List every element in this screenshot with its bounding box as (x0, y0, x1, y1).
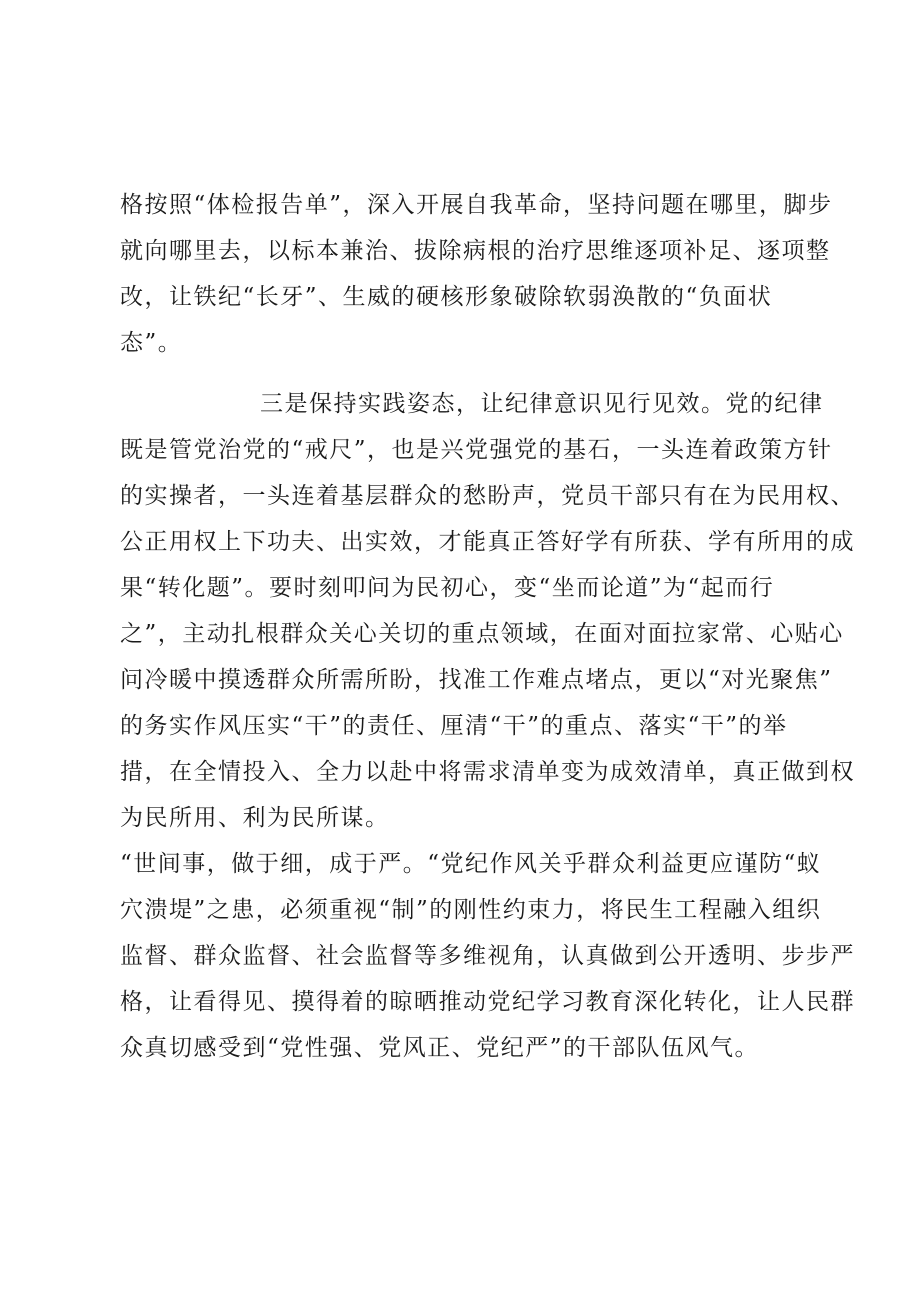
text-line: “世间事，做于细，成于严。“党纪作风关乎群众利益更应谨防“蚁 (120, 851, 822, 877)
text-line: 穴溃堤”之患，必须重视“制”的刚性约束力，将民生工程融入组织 (120, 897, 822, 923)
text-line: 问冷暖中摸透群众所需所盼，找准工作难点堵点，更以“对光聚焦” (120, 667, 833, 693)
text-line: 格，让看得见、摸得着的晾晒推动党纪学习教育深化转化，让人民群 (120, 989, 855, 1015)
text-line: 之”，主动扎根群众关心关切的重点领域，在面对面拉家常、心贴心 (120, 621, 844, 647)
text-line: 果“转化题”。要时刻叩问为民初心，变“坐而论道”为“起而行 (120, 575, 775, 601)
text-line: 的务实作风压实“干”的责任、厘清“干”的重点、落实“干”的举 (120, 713, 788, 739)
text-line: 监督、群众监督、社会监督等多维视角，认真做到公开透明、步步严 (120, 943, 855, 969)
text-line: 就向哪里去，以标本兼治、拔除病根的治疗思维逐项补足、逐项整 (120, 238, 831, 264)
text-line: 改，让铁纪“长牙”、生威的硬核形象破除软弱涣散的“负面状 (120, 284, 773, 310)
text-line: 为民所用、利为民所谋。 (120, 805, 390, 831)
text-line: 的实操者，一头连着基层群众的愁盼声，党员干部只有在为民用权、 (120, 483, 855, 509)
text-line: 格按照“体检报告单”，深入开展自我革命，坚持问题在哪里，脚步 (120, 192, 833, 218)
text-line: 态”。 (120, 330, 183, 356)
text-line: 三是保持实践姿态，让纪律意识见行见效。党的纪律 (260, 391, 824, 417)
text-line: 措，在全情投入、全力以赴中将需求清单变为成效清单，真正做到权 (120, 759, 855, 785)
text-line: 既是管党治党的“戒尺”，也是兴党强党的基石，一头连着政策方针 (120, 437, 833, 463)
text-line: 公正用权上下功夫、出实效，才能真正答好学有所获、学有所用的成 (120, 529, 855, 555)
text-line: 众真切感受到“党性强、党风正、党纪严”的干部队伍风气。 (120, 1035, 760, 1061)
